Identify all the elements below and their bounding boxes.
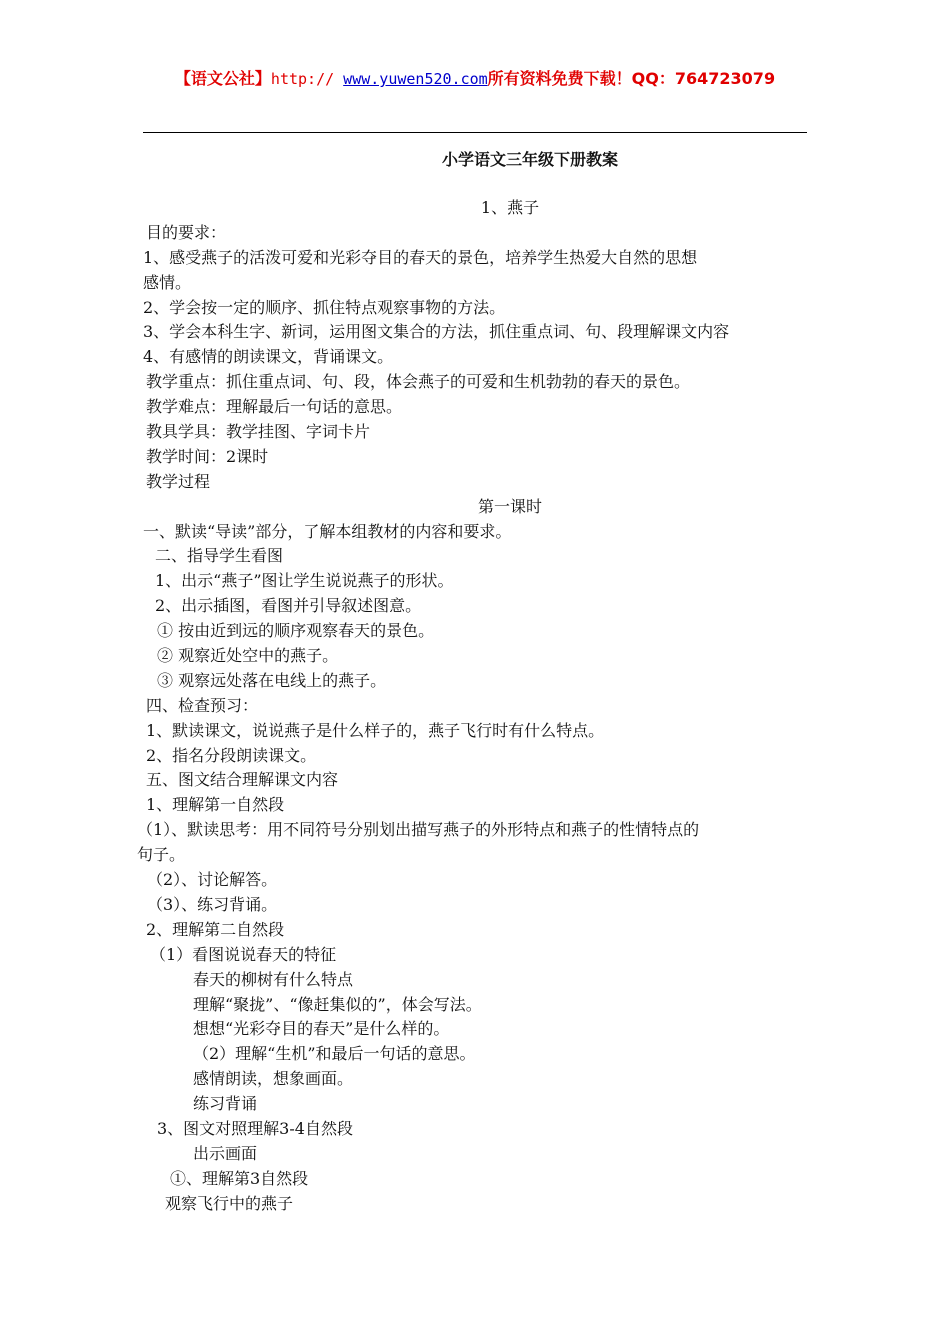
text-line: 句子。 bbox=[137, 845, 186, 865]
text-line: 3、学会本科生字、新词，运用图文集合的方法，抓住重点词、句、段理解课文内容 bbox=[143, 322, 730, 342]
text-line: 教学难点：理解最后一句话的意思。 bbox=[146, 397, 403, 417]
text-line: 练习背诵 bbox=[193, 1094, 258, 1114]
text-line: 四、检查预习： bbox=[146, 695, 259, 715]
lesson-heading: 1、燕子 bbox=[480, 198, 540, 217]
text-line: 目的要求： bbox=[146, 222, 227, 242]
text-line: （3）、练习背诵。 bbox=[147, 894, 278, 914]
text-line: 出示画面 bbox=[193, 1143, 258, 1163]
text-line: 一、默读“导读”部分，了解本组教材的内容和要求。 bbox=[143, 521, 512, 541]
text-line: （2）理解“生机”和最后一句话的意思。 bbox=[193, 1044, 476, 1064]
text-line: ①、理解第3自然段 bbox=[170, 1168, 309, 1188]
text-line: 2、学会按一定的顺序、抓住特点观察事物的方法。 bbox=[143, 297, 506, 317]
text-line: 4、有感情的朗读课文，背诵课文。 bbox=[143, 347, 394, 367]
text-line: 1、理解第一自然段 bbox=[146, 795, 285, 815]
text-line: 想想“光彩夺目的春天”是什么样的。 bbox=[193, 1019, 450, 1039]
lesson-body bbox=[0, 196, 950, 1217]
text-line: 2、出示插图，看图并引导叙述图意。 bbox=[155, 596, 422, 616]
text-line: 1、出示“燕子”图让学生说说燕子的形状。 bbox=[155, 571, 454, 591]
text-line: 春天的柳树有什么特点 bbox=[193, 969, 354, 989]
header-divider bbox=[143, 132, 807, 133]
slogan-text: 所有资料免费下载！QQ：764723079 bbox=[487, 69, 776, 88]
http-prefix: http:// bbox=[270, 70, 344, 88]
text-line: （2）、讨论解答。 bbox=[147, 870, 278, 890]
text-line: （1）看图说说春天的特征 bbox=[150, 944, 337, 964]
site-header bbox=[0, 66, 950, 89]
text-line: 五、图文结合理解课文内容 bbox=[146, 770, 339, 790]
page-title: 小学语文三年级下册教案 bbox=[441, 150, 618, 169]
text-line: 2、理解第二自然段 bbox=[146, 919, 285, 939]
text-line: 教学时间：2课时 bbox=[146, 446, 269, 466]
text-line: ② 观察近处空中的燕子。 bbox=[157, 646, 339, 666]
text-line: 理解“聚拢”、“像赶集似的”，体会写法。 bbox=[193, 994, 482, 1014]
text-line: 3、图文对照理解3-4自然段 bbox=[157, 1118, 353, 1138]
text-line: 1、默读课文，说说燕子是什么样子的，燕子飞行时有什么特点。 bbox=[146, 720, 605, 740]
text-line: 感情朗读，想象画面。 bbox=[193, 1069, 354, 1089]
text-line: 2、指名分段朗读课文。 bbox=[146, 745, 317, 765]
section-heading: 第一课时 bbox=[477, 496, 542, 516]
text-line: 二、指导学生看图 bbox=[155, 546, 284, 566]
text-line: ① 按由近到远的顺序观察春天的景色。 bbox=[157, 621, 435, 641]
text-line: 1、感受燕子的活泼可爱和光彩夺目的春天的景色，培养学生热爱大自然的思想 bbox=[143, 247, 698, 267]
text-line: 教学过程 bbox=[146, 471, 211, 491]
text-line: 教具学具：教学挂图、字词卡片 bbox=[146, 422, 371, 442]
brand-text: 【语文公社】 bbox=[174, 69, 271, 88]
text-line: （1）、默读思考：用不同符号分别划出描写燕子的外形特点和燕子的性情特点的 bbox=[137, 820, 700, 840]
text-line: 感情。 bbox=[143, 272, 192, 292]
text-line: 观察飞行中的燕子 bbox=[165, 1193, 294, 1213]
site-link[interactable]: www.yuwen520.com bbox=[343, 70, 488, 88]
text-line: ③ 观察远处落在电线上的燕子。 bbox=[157, 670, 387, 690]
text-line: 教学重点：抓住重点词、句、段，体会燕子的可爱和生机勃勃的春天的景色。 bbox=[146, 372, 691, 392]
